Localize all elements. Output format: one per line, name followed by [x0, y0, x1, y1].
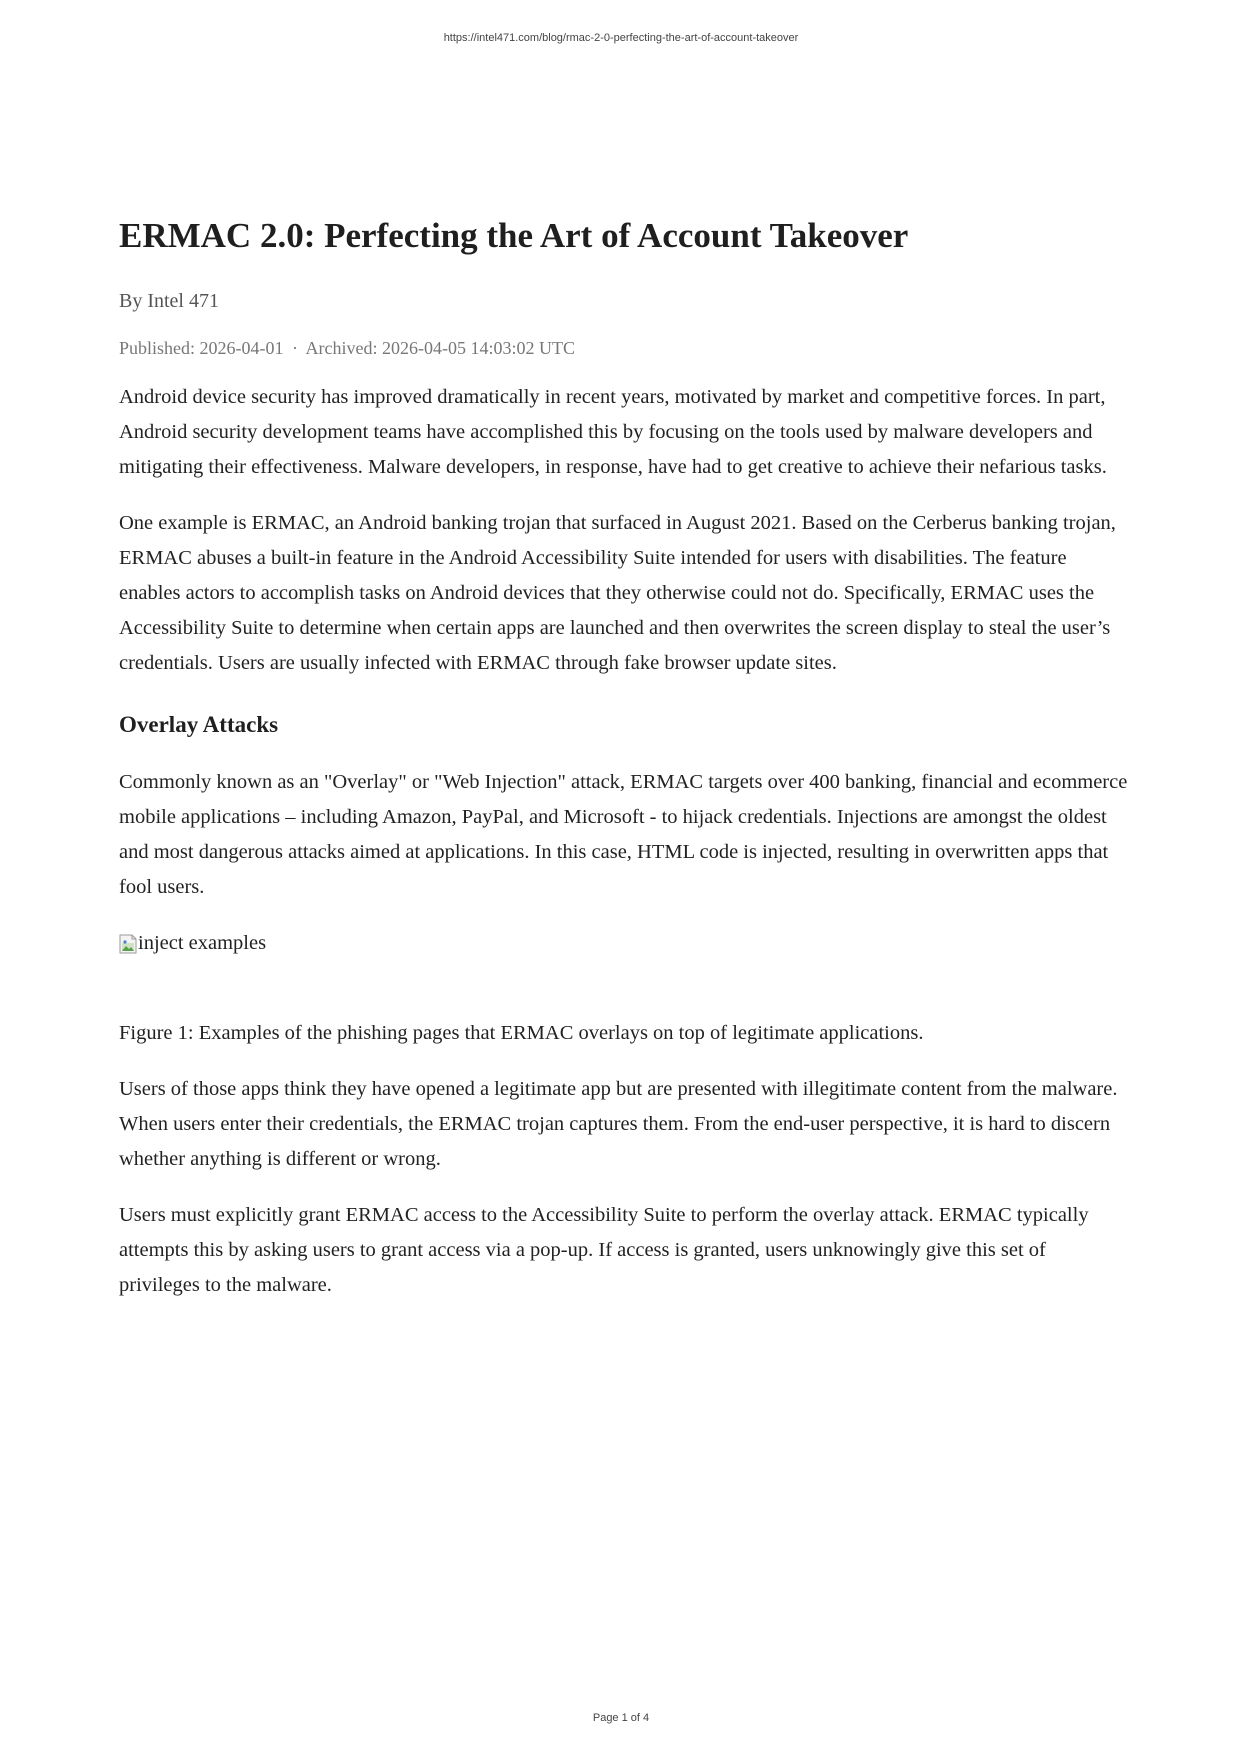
article-byline: By Intel 471 — [119, 290, 219, 312]
paragraph-accessibility-grant: Users must explicitly grant ERMAC access to the Accessibility Suite to perform the overlay attack. ERMAC typically attempts this by asking users to grant access via a pop-up. If access is granted, users unknowingly give this set of privileges to the malware. — [119, 1204, 1089, 1296]
archived-date: Archived: 2026-04-05 14:03:02 UTC — [305, 338, 575, 358]
figure-caption: Figure 1: Examples of the phishing pages that ERMAC overlays on top of legitimate applications. — [119, 1022, 924, 1044]
page-url: https://intel471.com/blog/rmac-2-0-perfecting-the-art-of-account-takeover — [443, 32, 799, 44]
published-date: Published: 2026-04-01 — [119, 338, 284, 358]
paragraph-intro: Android device security has improved dramatically in recent years, motivated by market and competitive forces. In part, Android security development teams have accomplished this by focusing on the tools used by malware developers and mitigating their effectiveness. Malware developers, in response, have had to get creative to achieve their nefarious tasks. — [119, 386, 1107, 478]
article-title: ERMAC 2.0: Perfecting the Art of Account Takeover — [119, 216, 909, 255]
broken-image-icon — [119, 931, 137, 951]
meta-separator: · — [292, 338, 298, 358]
section-heading-overlay-attacks: Overlay Attacks — [119, 712, 279, 737]
image-alt-text: inject examples — [138, 932, 267, 954]
article-meta — [119, 336, 1129, 360]
page-number: Page 1 of 4 — [592, 1712, 650, 1724]
broken-image — [119, 926, 1129, 960]
paragraph-user-deception: Users of those apps think they have opened a legitimate app but are presented with illegitimate content from the malware. When users enter their credentials, the ERMAC trojan captures them. From the end-user perspective, it is hard to discern whether anything is different or wrong. — [119, 1078, 1118, 1170]
paragraph-overlay-description: Commonly known as an "Overlay" or "Web Injection" attack, ERMAC targets over 400 banking, financial and ecommerce mobile applications – including Amazon, PayPal, and Microsoft - to hijack credentials. Injections are amongst the oldest and most dangerous attacks aimed at applications. In this case, HTML code is injected, resulting in overwritten apps that fool users. — [119, 771, 1128, 898]
paragraph-ermac-example: One example is ERMAC, an Android banking trojan that surfaced in August 2021. Based on the Cerberus banking trojan, ERMAC abuses a built-in feature in the Android Accessibility Suite intended for users with disabilities. The feature enables actors to accomplish tasks on Android devices that they otherwise could not do. Specifically, ERMAC uses the Accessibility Suite to determine when certain apps are launched and then overwrites the screen display to steal the user’s credentials. Users are usually infected with ERMAC through fake browser update sites. — [119, 512, 1116, 674]
article — [119, 214, 1129, 1303]
